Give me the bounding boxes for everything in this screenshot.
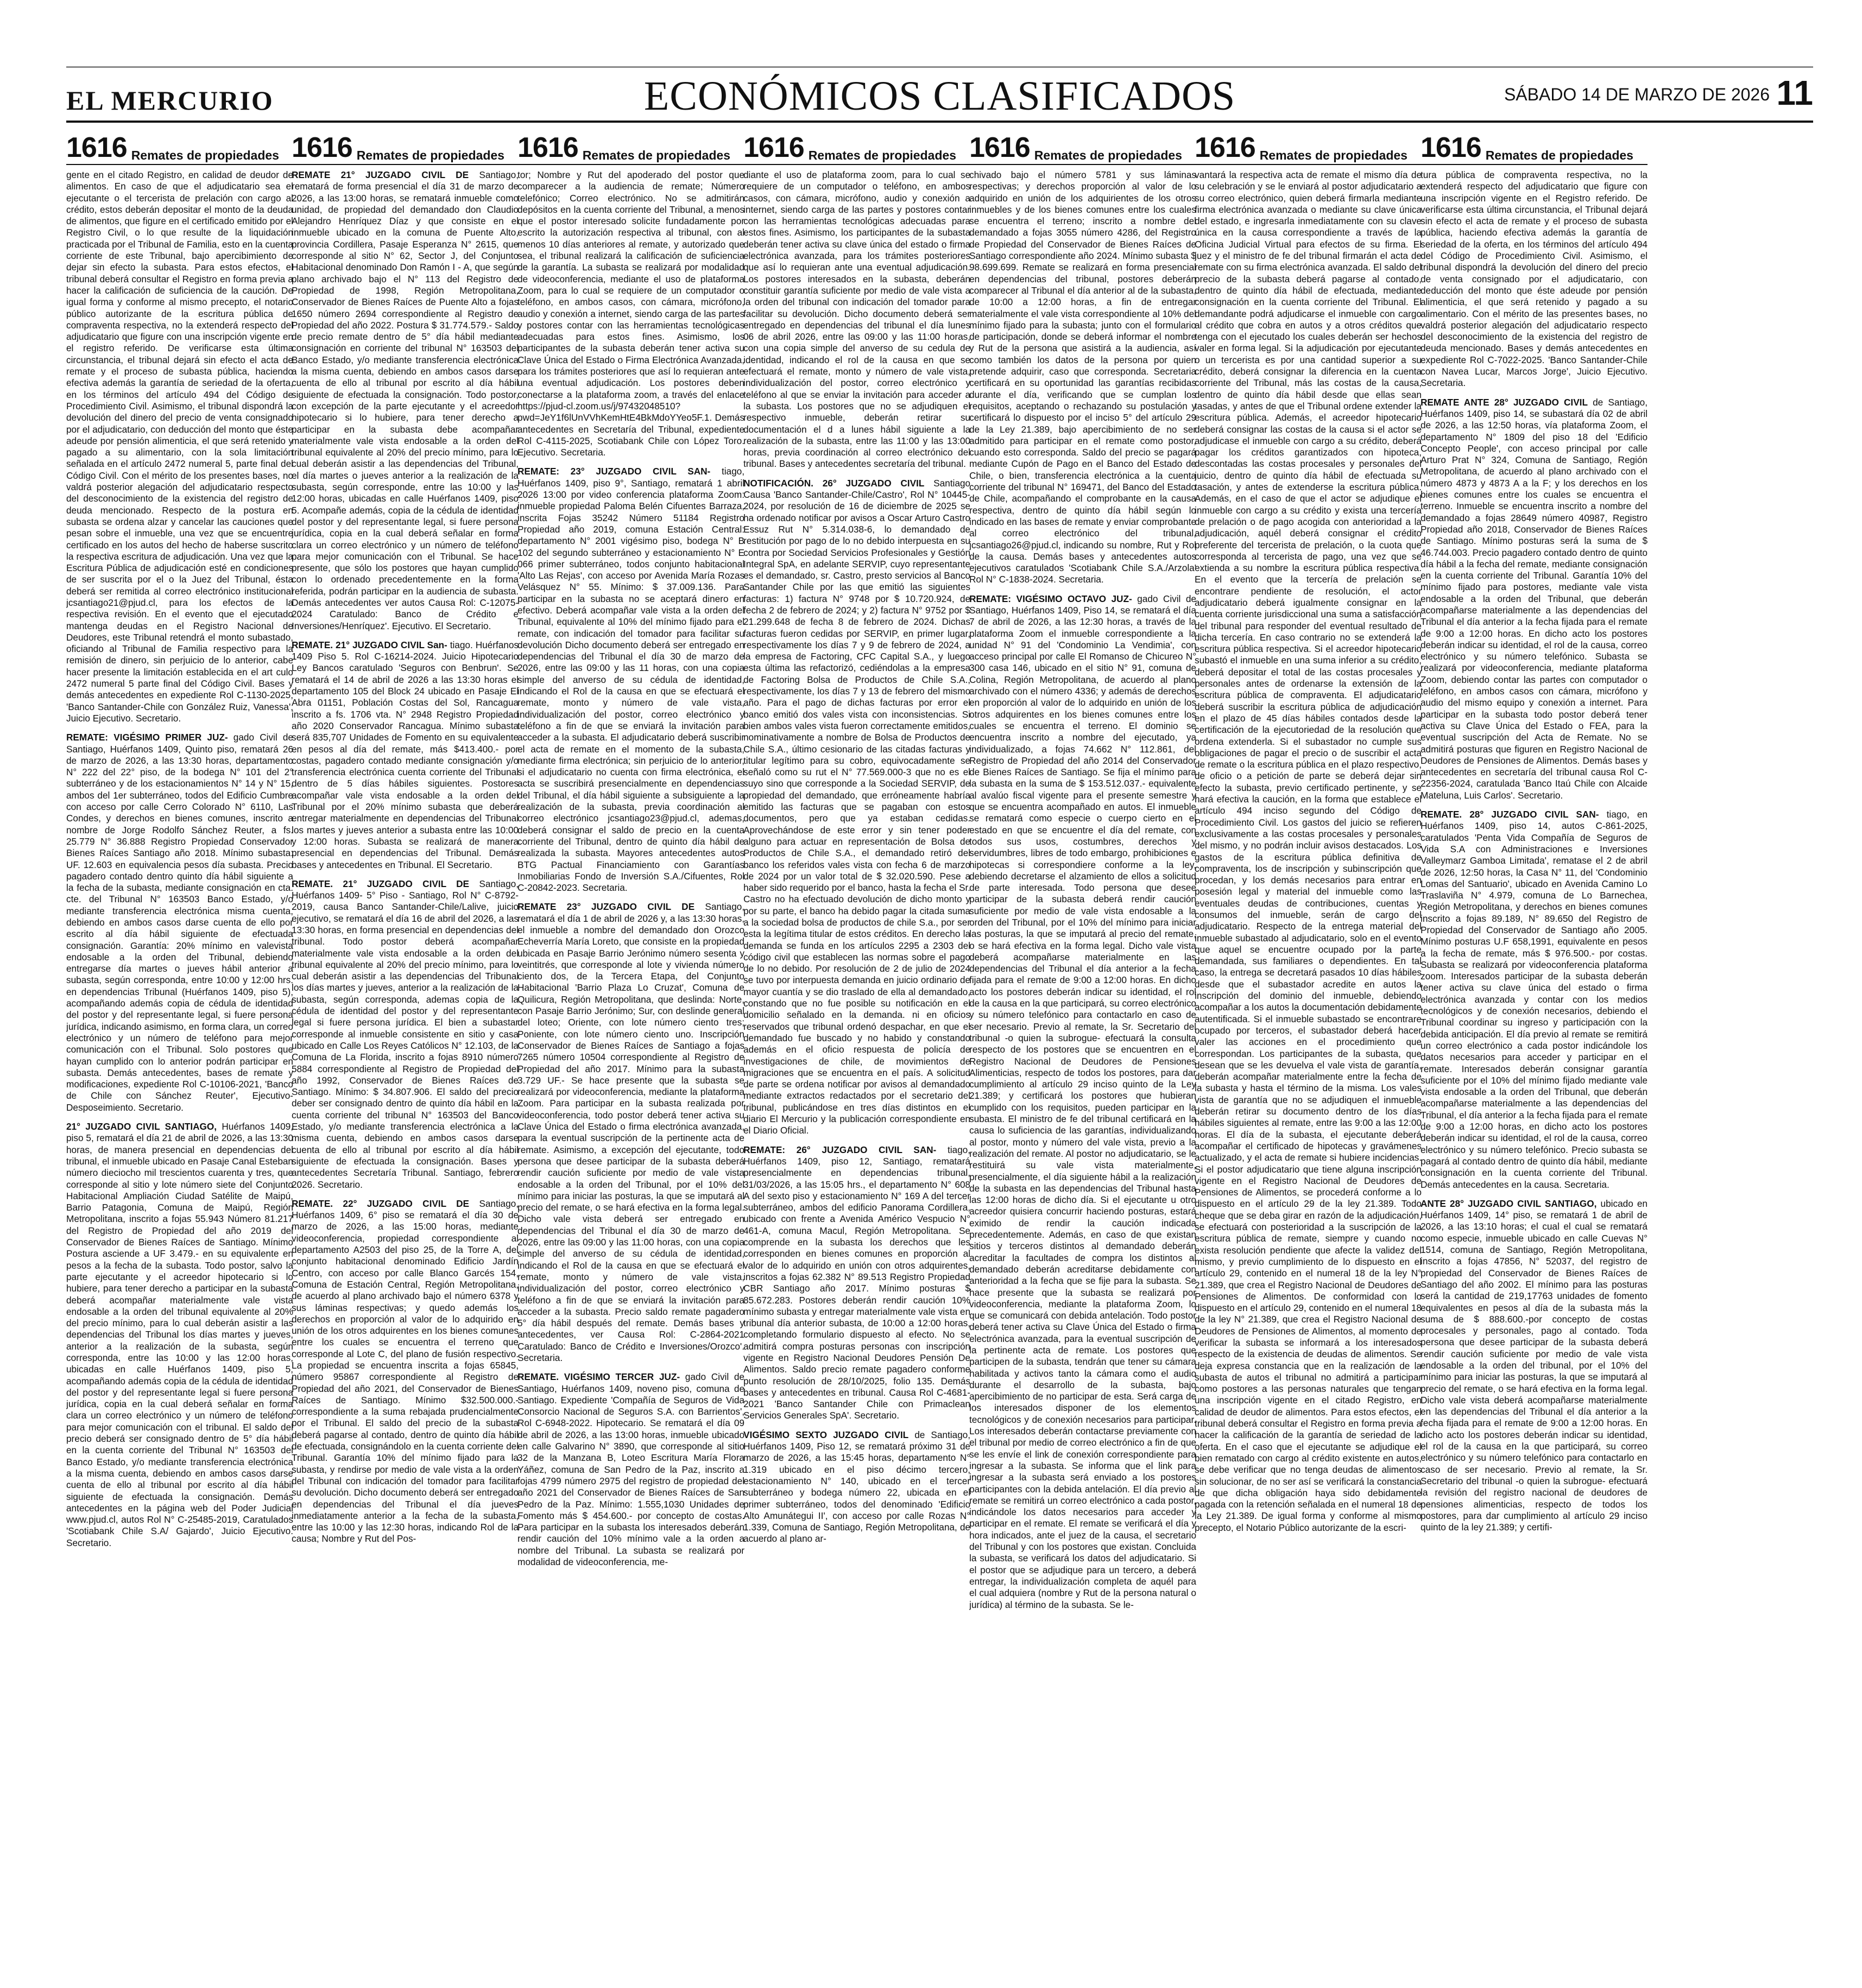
notice (66, 1121, 293, 1549)
notice-text: tiago, Huérfanos 1409, piso 12, Santiago, rematará presencialmente en dependencias tribunal, 31/03/2026, a las 15:05 hrs., el departamento N° 608 A del sexto piso y estacionamiento N° 169 A del tercer subterráneo, ambos del edificio Panorama Cordillera, ubicado con frente a Avenida Américo Vespucio N° 461-A, comuna Macul, Región Metropolitana. Se comprende en la subasta los derechos que les corresponden en bienes comunes en proporción al valor de lo adquirido en unión con otros adquirentes, inscritos a fojas 62.382 N° 89.513 Registro Propiedad CBR Santiago año 2017. Mínimo posturas $ 85.672.283. Postores deberán rendir caución 10% mínimo subasta y entregar materialmente vale vista en tribunal día anterior subasta, de 10:00 a 12:00 horas, completando formulario dispuesto al efecto. No se admitirá compra posturas personas con inscripción vigente en Registro Nacional Deudores Pensión De Alimentos. Saldo precio remate pagadero conforme punto resolución de 28/10/2025, folio 135. Demás bases y antecedentes en tribunal. Causa Rol C-4681-2021 'Banco Santander Chile con Primaclean Servicios Generales SpA'. Secretario. (743, 1144, 970, 1421)
notice-lead: REMATE. 21° JUZGADO CIVIL San- (292, 639, 447, 650)
notice-text: vantará la respectiva acta de remate el mismo día de su celebración y se le enviará al postor adjudicatario a su correo electrónico, quien deberá firmarla mediante firma electrónica avanzada o mediante su clave única del estado, e ingresarla inmediatamente con su clave única en la causa correspondiente a través de la Oficina Judicial Virtual para efectos de su firma. El juez y el ministro de fe del tribunal firmarán el acta de remate con su firma electrónica avanzada. El saldo del precio de la subasta deberá pagarse al contado, dentro de quinto día hábil de efectuada, mediante consignación en la cuenta corriente del Tribunal. El demandante podrá adjudicarse el inmueble con cargo al crédito que cobra en autos y a otros créditos que tenga con el ejecutado los cuales deberán ser hechos valer en forma legal. Si la adjudicación por ejecutante o un tercerista es por una cantidad superior a su crédito, deberá consignar la diferencia en la cuenta corriente del Tribunal, más las costas de la causa, dentro de quinto día hábil desde que ellas sean tasadas, y antes de que el Tribunal ordene extender la escritura pública. Además, el acreedor hipotecario deberá consignar las costas de la causa si el actor se adjudicase el inmueble con cargo a su crédito, deberá pagar los créditos garantizados con hipoteca, descontadas las costas procesales y personales del juicio, dentro de quinto día hábil de efectuada su tasación, y antes de extenderse la escritura pública. Además, en el caso de que el actor se adjudique el inmueble con cargo a su crédito y exista una tercería de prelación o de pago acogida con anterioridad a la adjudicación, aquél deberá consignar el crédito preferente del tercerista de prelación, o la cuota que corresponda al tercerista de pago, una vez que se extienda a su nombre la escritura pública respectiva. En el evento que la tercería de prelación se encontrare pendiente de resolución, el actor adjudicatario deberá igualmente consignar en la cuenta corriente jurisdiccional una suma a satisfacción del tribunal para responder del eventual resultado de dicha tercería. En caso contrario no se extenderá la escritura pública respectiva. Si el acreedor hipotecario subastó el inmueble en una suma inferior a su crédito, deberá depositar el total de las costas procesales y personales antes de ordenarse la extensión de la escritura pública de compraventa. El adjudicatario deberá suscribir la escritura pública de adjudicación en el plazo de 45 días hábiles contados desde la certificación de la ejecutoriedad de la resolución que ordena extenderla. Si el subastador no cumple sus obligaciones de pagar el precio o de suscribir el acta de remate o la escritura pública en el plazo respectivo, de oficio o a petición de parte se deberá dejar sin efecto la subasta, previo certificado pertinente, y se hará efectiva la caución, en la forma que establece el artículo 494 inciso segundo del Código de Procedimiento Civil. Los gastos del juicio se refieren exclusivamente a las costas procesales y personales del mismo, y no podrán incluir avisos destacados. Los gastos de la escritura pública definitiva de compraventa, los de inscripción y subinscripción que procedan, y los demás necesarios para entrar en posesión legal y material del inmueble como las eventuales deudas de contribuciones, cuentas y consumos del inmueble, serán de cargo del adjudicatario. Respecto de la entrega material del inmueble subastado al adjudicatario, solo en el evento que aquel se encuentre ocupado por la parte demandada, sus familiares o dependientes. En tal caso, la entrega se decretará pasados 10 días hábiles desde que el subastador acredite en autos la inscripción del dominio del inmueble, debiendo acompañar a los autos la documentación debidamente autentificada. Si el inmueble subastado se encontrare ocupado por terceros, el subastador deberá hacer valer las acciones en el procedimiento que correspondan. Los participantes de la subasta, que desean que se les devuelva el vale vista de garantía, deberán acompañar materialmente entre la fecha de la subasta y hasta el término de la misma. Los vales vista de garantía que no se adjudiquen el inmueble deberán retirar su documento dentro de los días hábiles siguientes al remate, entre las 9:00 a las 12:00 horas. El día de la subasta, el ejecutante deberá acompañar el certificado de hipotecas y gravámenes actualizado, y el acta de remate si hubiere incidencias. Si el postor adjudicatario que tiene alguna inscripción vigente en el Registro Nacional de Deudores de Pensiones de Alimentos, se procederá conforme a lo dispuesto en el artículo 29 de la ley 21.389. Todo cheque que se deba girar en razón de la adjudicación, se efectuará con posterioridad a la suscripción de la escritura pública de remate, siempre y cuando no exista resolución pendiente que afecte la validez del mismo, y previo cumplimiento de lo dispuesto en el artículo 29, contenido en el numeral 18 de la ley N° 21.389, que crea el Registro Nacional de Deudores de Pensiones de Alimentos. De conformidad con lo dispuesto en el artículo 29, contenido en el numeral 18 de la ley N° 21.389, que crea el Registro Nacional de Deudores de Pensiones de Alimentos, al momento de verificar la subasta se informará a los interesados respecto de la existencia de deudas de alimentos. Se deja expresa constancia que en la realización de la subasta de autos el tribunal no admitirá a participar como postores a las personas naturales que tengan una inscripción vigente en el citado Registro, en calidad de deudor de alimentos. Para estos efectos, el tribunal deberá consultar el Registro en forma previa a hacer la calificación de la garantía de seriedad de la oferta. En el caso que el ejecutante se adjudique el bien rematado con cargo al crédito existente en autos, se debe verificar que no tenga deudas de alimentos sin solucionar, de no ser así se verificará la constancia de que dicha obligación haya sido debidamente pagada con la retención señalada en el numeral 18 de la Ley 21.389. De igual forma y conforme al mismo precepto, el Notario Público autorizante de la escri- (1195, 169, 1422, 1533)
section-title: ECONÓMICOS CLASIFICADOS (643, 73, 1236, 119)
notice (292, 1198, 519, 1545)
column-header (517, 128, 744, 165)
classified-column (1421, 128, 1648, 1968)
notice-text: chivado bajo el número 5781 y sus láminas respectivas; y derechos proporción al valor de lo adquirido en unión de los adquirientes de los otros inmuebles y de los bienes comunes entre los cuales se encuentra el terreno; inscrito a nombre del demandado a fojas 3055 número 4286, del Registro de Propiedad del Conservador de Bienes Raíces de Santiago correspondiente año 2024. Mínimo subasta $ 98.699.699. Remate se realizará en forma presencial en dependencias del tribunal, postores deberán comparecer al Tribunal el día anterior al de la subasta, de 10:00 a 12:00 horas, a fin de entregar materialmente el vale vista correspondiente al 10% del mínimo fijado para la subasta; junto con el formulario de participación, donde se deberá informar el nombre y Rut de la persona que asistirá a la audiencia, así como también los datos de la persona por quien pretende adquirir, caso que corresponda. Secretaria certificará en su oportunidad las garantías recibidas durante el día, verificando que se cumplan los requisitos, aceptando o rechazando su postulación y certificará lo dispuesto por el inciso 5° del artículo 29 de la Ley 21.389, bajo apercibimiento de no ser admitido para participar en el remate como postor, cuando esto corresponda. Saldo del precio se pagará mediante Cupón de Pago en el Banco del Estado de Chile, o bien, transferencia electrónica a la cuenta corriente del tribunal N° 169471, del Banco del Estado de Chile, acompañando el comprobante en la causa respectiva, dentro de quinto día hábil según lo indicado en las bases de remate y enviar comprobante al correo electrónico del tribunal, jcsantiago26@pjud.cl, indicando su nombre, Rut y Rol de la causa. Demás bases y antecedentes autos ejecutivos caratulados 'Scotiabank Chile S.A./Arzola' Rol N° C-1838-2024. Secretaria. (969, 169, 1196, 585)
category-label: Remates de propiedades (1034, 148, 1182, 162)
notice-text: diante el uso de plataforma zoom, para lo cual se requiere de un computador o teléfono, en ambos casos, con cámara, micrófono, audio y conexión a internet, siendo carga de las partes y postores contar con las herramientas tecnológicas adecuadas para estos fines. Asimismo, los participantes de la subasta deberán tener activa su clave única del estado o firma electrónica avanzada, para los trámites posteriores que así lo requieran ante una eventual adjudicación. Los postores interesados en la subasta, deberán constituir garantía suficiente por medio de vale vista a la orden del tribunal con indicación del tomador para facilitar su devolución. Dicho documento deberá ser entregado en dependencias del tribunal el día lunes 06 de abril 2026, entre las 09:00 y las 11:00 horas, con una copia simple del anverso de su cedula de identidad, indicando el rol de la causa en que se efectuará el remate, monto y número de vale vista, individualización del postor, correo electrónico y teléfono al que se enviar la invitación para acceder a la subasta. Los postores que no se adjudiquen el respectivo inmueble, deberán retirar su documentación el d a lunes hábil siguiente a la realización de la subasta, entre las 11:00 y las 13:00 horas, previa coordinación al correo electrónico del tribunal. Bases y antecedentes secretaría del tribunal. (743, 169, 970, 470)
classified-column (1195, 128, 1422, 1968)
notice-text: Santiago, rematará el día 1 de abril de 2026 y, a las 13:30 horas, el inmueble a nombre del demandado don Orozco Echeverría María Loreto, que consiste en la propiedad ubicada en Pasaje Barrio Jerónimo número sesenta y veintitrés, que corresponde al lote y vivienda número ciento dos, de la Tercera Etapa, del Conjunto Habitacional 'Barrio Plaza Lo Cruzat', Comuna de Quilicura, Región Metropolitana, que deslinda: Norte, con Pasaje Barrio Jerónimo; Sur, con deslinde general del loteo; Oriente, con lote número ciento tres; Poniente, con lote número ciento uno. Inscripción Conservador de Bienes Raíces de Santiago a fojas 7265 número 10504 correspondiente al Registro de Propiedad del año 2017. Mínimo para la subasta 3.729 UF.- Se hace presente que la subasta se realizará por videoconferencia, mediante la plataforma Zoom. Para participar en la subasta realizada por videoconferencia, todo postor deberá tener activa su Clave Única del Estado o firma electrónica avanzada, para la eventual suscripción de la pertinente acta de remate. Asimismo, a excepción del ejecutante, todo persona que desee participar de la subasta deberá rendir caución suficiente por medio de vale vista endosable a la orden del Tribunal, por el 10% del mínimo para iniciar las posturas, la que se imputará al precio del remate, o se hará efectiva en la forma legal. Dicho vale vista deberá ser entregado en dependencias del Tribunal el día 30 de marzo de 2026, entre las 09:00 y las 11:00 horas, con una copia simple del anverso de su cédula de identidad, indicando el Rol de la causa en que se efectuará el remate, monto y número de vale vista, individualización del postor, correo electrónico y teléfono a fin de que se enviará la invitación para acceder a la subasta. Precio saldo remate pagadero 5° día hábil después del remate. Demás bases y antecedentes, ver Causa Rol: C-2864-2021 Caratulado: Banco de Crédito e Inversiones/Orozco'. Secretaria. (517, 901, 744, 1363)
notice (1421, 809, 1648, 1191)
column-body (743, 169, 970, 1545)
column-body (969, 169, 1196, 1611)
page-number: 11 (1776, 73, 1813, 112)
notice (517, 1371, 744, 1568)
issue-date: SÁBADO 14 DE MARZO DE 2026 (1504, 85, 1770, 104)
top-rule (66, 66, 1813, 68)
notice (66, 169, 293, 724)
category-code: 1616 (969, 132, 1030, 163)
notice-lead: 21° JUZGADO CIVIL SANTIAGO, (66, 1121, 217, 1132)
category-label: Remates de propiedades (808, 148, 956, 162)
column-header (743, 128, 970, 165)
masthead-rule (66, 121, 1813, 123)
category-code: 1616 (1195, 132, 1255, 163)
notice-lead: REMATE. 28° JUZGADO CIVIL SAN- (1421, 809, 1599, 820)
category-label: Remates de propiedades (1259, 148, 1407, 162)
category-code: 1616 (743, 132, 804, 163)
masthead (66, 69, 1813, 119)
notice (292, 169, 519, 632)
category-label: Remates de propiedades (356, 148, 504, 162)
notice (292, 878, 519, 1191)
notice (969, 169, 1196, 586)
notice-lead: REMATE. 22° JUZGADO CIVIL DE (292, 1198, 469, 1209)
notice-text: Santiago, rematará de forma presencial el día 31 de marzo de 2026, a las 13:00 horas, se rematará inmueble como unidad, de propiedad del demandado don Claudio Alejandro Henríquez Díaz y que consiste en el inmueble ubicado en la comuna de Puente Alto, provincia Cordillera, Pasaje Esperanza N° 2615, que corresponde al sitio N° 62, Sector J, del Conjunto Habitacional denominado Don Ramón I - A, que según plano archivado bajo el N° 113 del Registro de Propiedad de 1998, Región Metropolitana, Conservador de Bienes Raíces de Puente Alto a fojas 1650 número 2694 correspondiente al Registro de Propiedad del año 2022. Postura $ 31.774.579.- Saldo de precio remate dentro de 5° día hábil mediante consignación en corriente del tribunal N° 163503 del Banco Estado, y/o mediante transferencia electrónica a la misma cuenta, debiendo en ambos casos darse cuenta de ello al tribunal por escrito al día hábil siguiente de efectuada la consignación. Todo postor, con excepción de la parte ejecutante y el acreedor hipotecario si lo hubiere, para tener derecho a participar en la subasta debe acompañar materialmente vale vista endosable a la orden del tribunal equivalente al 20% del precio mínimo, para lo cual deberán asistir a las dependencias del Tribunal, el día martes o jueves anterior a la realización de la subasta, según corresponde, entre las 10:00 y las 12:00 horas, ubicadas en calle Huérfanos 1409, piso 5. Acompañe además, copia de la cédula de identidad del postor y del representante legal, si fuere persona jurídica, copia en la cual deberá señalar en forma clara un correo electrónico y un número de teléfono para mejor comunicación con el Tribunal. Se hace presente, que sólo los postores que hayan cumplido con lo ordenado precedentemente en la forma referida, podrán participar en la audiencia de subasta. Demás antecedentes ver autos Causa Rol: C-12075-2024 Caratulado: Banco de Crédito e Inversiones/Henríquez'. Ejecutivo. El Secretario. (292, 169, 519, 631)
notice-lead: VIGÉSIMO SEXTO JUZGADO CIVIL (743, 1429, 909, 1440)
notice-text: gado Civil de Santiago, Huérfanos 1409, Piso 14, se rematará el día 7 de abril de 2026, a las 12:30 horas, a través de la plataforma Zoom el inmueble correspondiente a la unidad N° 91 del 'Condominio La Vendimia', con acceso principal por calle El Romanso de Chicureo N° 300 casa 146, ubicado en el sitio N° 91, comuna de Colina, Región Metropolitana, de acuerdo al plano archivado con el número 4336; y además de derechos en proporción al valor de lo adquirido en unión de los otros adquirentes en los bienes comunes entre los cuales se encuentra el terreno. El dominio se encuentra inscrito a nombre del ejecutado, ya individualizado, a fojas 74.662 N° 112.861, del Registro de Propiedad del año 2014 del Conservador de Bienes Raíces de Santiago. Se fija el mínimo para la subasta en la suma de $ 153.512.037.- equivalente al avalúo fiscal vigente para el presente semestre y que se encuentra acompañado en autos. El inmueble se rematará como especie o cuerpo cierto en el estado en que se encuentre el día del remate, con todos sus usos, costumbres, derechos y servidumbres, libres de todo embargo, prohibiciones e hipotecas si correspondiere conforme a la ley, debiendo decretarse el alzamiento de ellos a solicitud de parte interesada. Todo persona que desee participar de la subasta deberá rendir caución suficiente por medio de vale vista endosable a la orden del Tribunal, por el 10% del mínimo para iniciar las posturas, la que se imputará al precio del remate, o se hará efectiva en la forma legal. Dicho vale vista deberá acompañarse materialmente en las dependencias del Tribunal el día anterior a la fecha fijada para el remate de 9:00 a 12:00 horas. En dicho acto los postores deberán indicar su identidad, el rol de la causa en la que participará, su correo electrónico y su número telefónico para contactarlo en caso de ser necesario. Previo al remate, la Sr. Secretario del tribunal -o quien la subrogue- efectuará la consulta respecto de los postores que se encuentren en el Registro Nacional de Deudores de Pensiones Alimenticias, respecto de todos los postores, para dar cumplimiento al artículo 29 inciso quinto de la Ley 21.389; y certificará los postores que hubieran cumplido con los requisitos, pueden participar en la subasta. El ministro de fe del tribunal certificará en la causa lo suficiencia de las garantías, individualizando al postor, monto y número del vale vista, previo a la realización del remate. Al postor no adjudicatario, se le restituirá su vale vista materialmente, presencialmente, el día siguiente hábil a la realización de la subasta en las dependencias del Tribunal hasta las 12:00 horas de dicho día. Si el ejecutante u otro acreedor quisiera concurrir haciendo posturas, estará eximido de rendir la caución indicada precedentemente. Además, en caso de que existan sitios y terceros distintos al demandado deberán acreditar la facultades de compra los distintos al demandado deberán acreditarse debidamente con anterioridad a la fecha que se fije para la subasta. Se hace presente que la subasta se realizará por videoconferencia, mediante la plataforma Zoom, lo que se comunicará con debida antelación. Todo postor deberá tener activa su Clave Única del Estado o firma electrónica avanzada, para la eventual suscripción de la pertinente acta de remate. Los postores que participen de la subasta, tendrán que tener su cámara habilitada y activos tanto la cámara como el audio durante el desarrollo de la subasta, bajo apercibimiento de no participar de esta. Será carga de los interesados disponer de los elementos tecnológicos y de conexión necesarios para participar. Los interesados deberán contactarse previamente con el tribunal por medio de correo electrónico a fin de que se les envíe el link de conexión correspondiente para ingresar a la subasta. Se informa que el link para ingresar a la subasta será enviado a los postores participantes con la debida antelación. El día previo al remate se remitirá un correo electrónico a cada postor, indicándole los datos necesarios para acceder y participar en el remate. El remate se verificará el día y hora indicados, ante el juez de la causa, el secretario del Tribunal y con los postores que existan. Concluida la subasta, se verificará los datos del adjudicatario. Si el postor que se adjudique para un tercero, a deberá entregar, la individualización completa de aquél para el cual adquiera (nombre y Rut de la persona natural o jurídica) al término de la subasta. Se le- (969, 593, 1196, 1610)
notice (743, 169, 970, 470)
notice (1195, 169, 1422, 1534)
notice (66, 732, 293, 1113)
category-code: 1616 (1421, 132, 1481, 163)
category-code: 1616 (517, 132, 578, 163)
column-header (969, 128, 1196, 165)
category-code: 1616 (292, 132, 352, 163)
newspaper-brand: EL MERCURIO (66, 85, 274, 116)
notice-lead: REMATE. 21° JUZGADO CIVIL DE (292, 878, 469, 889)
category-label: Remates de propiedades (582, 148, 730, 162)
category-code: 1616 (66, 132, 127, 163)
classified-column (969, 128, 1196, 1968)
notice (1421, 1198, 1648, 1534)
column-header (1195, 128, 1422, 165)
notice (969, 593, 1196, 1611)
notice (743, 478, 970, 1137)
notice-lead: REMATE: VIGÉSIMO OCTAVO JUZ- (969, 593, 1132, 604)
notice (517, 169, 744, 458)
notice-text: tura pública de compraventa respectiva, no la extenderá respecto del adjudicatario que figure con una inscripción vigente en el Registro referido. De verificarse esta última circunstancia, el Tribunal dejará sin efecto el acta de remate y el proceso de subasta pública, haciendo efectiva además la garantía de seriedad de la oferta, en los términos del artículo 494 del Código de Procedimiento Civil. Asimismo, el tribunal dispondrá la devolución del dinero del precio de venta consignado por el adjudicatario, con deducción del monto que éste adeude por pensión alimenticia, el que será retenido y pagado a su alimentario. Con el mérito de las presentes bases, no valdrá posterior alegación del adjudicatario respecto del desconocimiento de la existencia del registro de deuda mencionado. Bases y demás antecedentes en expediente Rol C-7022-2025. 'Banco Santander-Chile con Navea Lucar, Marcos Jorge', Juicio Ejecutivo. Secretaria. (1421, 169, 1648, 389)
classified-column (743, 128, 970, 1968)
category-label: Remates de propiedades (1485, 148, 1633, 162)
column-body (66, 169, 293, 1549)
notice-text: de Santiago, Huérfanos 1409, piso 14, se subastará día 02 de abril de 2026, a las 12:50 horas, vía plataforma Zoom, el departamento N° 1809 del piso 18 del 'Edificio Concepto People', con acceso principal por calle Arturo Prat N° 324, Comuna de Santiago, Región Metropolitana, de acuerdo al plano archivado con el número 4873 y 4873 A a la F; y los derechos en los bienes comunes entre los cuales se encuentra el terreno. Inmueble se encuentra inscrito a nombre del demandado a fojas 28649 número 40987, Registro Propiedad año 2018, Conservador de Bienes Raíces de Santiago. Mínimo posturas será la suma de $ 46.744.003. Precio pagadero contado dentro de quinto día hábil a la fecha del remate, mediante consignación en la cuenta corriente del Tribunal. Garantía 10% del mínimo fijado para postores, mediante vale vista endosable a la orden del Tribunal, que deberán acompañarse materialmente a las dependencias del Tribunal el día anterior a la fecha fijada para el remate de 9:00 a 12:00 horas. En dicho acto los postores deberán indicar su identidad, el rol de la causa, correo electrónico y su número telefónico. Subasta se realizará por videoconferencia, mediante plataforma Zoom, debiendo contar las partes con computador o teléfono, en ambos casos con cámara, micrófono y audio del mismo equipo y conexión a internet. Para participar en la subasta todo postor deberá tener activa su Clave Única del Estado o FEA, para la eventual suscripción del Acta de Remate. No se admitirá posturas que figuren en Registro Nacional de Deudores de Pensiones de Alimentos. Demás bases y antecedentes en secretaría del tribunal causa Rol C-22356-2024, caratulada 'Banco Itaú Chile con Alcaide Mateluna, Luis Carlos'. Secretario. (1421, 396, 1648, 801)
notice-lead: REMATE: VIGÉSIMO PRIMER JUZ- (66, 732, 228, 743)
column-body (1195, 169, 1422, 1534)
notice-text: gado Civil de Santiago, Huérfanos 1409, noveno piso, comuna de Santiago. Expediente 'Compañía de Seguros de Vida Consorcio Nacional de Seguros S.A. con Barrientos', Rol C-6948-2022. Hipotecario. Se rematará el día 09 de abril de 2026, a las 13:00 horas, inmueble ubicado en calle Galvarino N° 3890, que corresponde al sitio 32 de la Manzana B, Loteo Escritura María Flora Yáñez, comuna de San Pedro de la Paz, inscrito a fojas 4799 número 2975 del registro de propiedad del año 2021 del Conservador de Bienes Raíces de San Pedro de la Paz. Mínimo: 1.555,1030 Unidades de Fomento más $ 454.600.- por concepto de costas. Para participar en la subasta los interesados deberán rendir caución del 10% mínimo vale a la orden a nombre del Tribunal. La subasta se realizará por modalidad de videoconferencia, me- (517, 1371, 744, 1568)
column-header (292, 128, 519, 165)
column-body (517, 169, 744, 1568)
notice-lead: ANTE 28° JUZGADO CIVIL SANTIAGO, (1421, 1198, 1597, 1209)
notice-lead: REMATE 23° JUZGADO CIVIL DE (517, 901, 695, 913)
notice-text: tiago, Huérfanos 1409, piso 9°, Santiago, rematará 1 abril 2026 13:00 por video conferencia plataforma Zoom: inmueble propiedad Paloma Belén Cifuentes Barraza, inscrita Fojas 35242 Número 51184 Registro Propiedad año 2019, comuna Estación Central: departamento N° 2001 vigésimo piso, bodega N° B 102 del segundo subterráneo y estacionamiento N° E 066 primer subterráneo, todos conjunto habitacional 'Alto Las Rejas', con acceso por Avenida María Rozas Velásquez N° 55. Mínimo: $ 37.009.136. Para participar en la subasta no se aceptará dinero en efectivo. Deberá acompañar vale vista a la orden del Tribunal, equivalente al 10% del mínimo fijado para el remate, con indicación del tomador para facilitar su devolución Dicho documento deberá ser entregado en dependencias del Tribunal el día 30 de marzo de 2026, entre las 09:00 y las 11 horas, con una copia simple del anverso de su cédula de identidad, indicando el Rol de la causa en que se efectuará el remate, monto y número de vale vista, individualización del postor, correo electrónico y teléfono a fin de que se enviará la invitación para acceder a la subasta. El adjudicatario deberá suscribir el acta de remate en el momento de la subasta, mediante firma electrónica; sin perjuicio de lo anterior, si el adjudicatario no cuenta con firma electrónica, el acta se suscribirá presencialmente en dependencias del Tribunal, el día hábil siguiente a subsiguiente a la realización de la subasta, previa coordinación al correo electrónico jcsantiago23@pjud.cl, ademas, deberá consignar el saldo de precio en la cuenta corriente del Tribunal, dentro de quinto día hábil de realizada la subasta. Mayores antecedentes autos BTG Pactual Financiamiento con Garantías Inmobiliarias Fondo de Inversión S.A./Cifuentes, Rol C-20842-2023. Secretaria. (517, 466, 744, 894)
notice-text: gado Civil de Santiago, Huérfanos 1409, Quinto piso, rematará 26 de marzo de 2026, a las 13:30 horas, departamento N° 222 del 22° piso, de la bodega N° 101 del 2° subterráneo y de los estacionamientos N° 14 y N° 15, ambos del 1er subterráneo, todos del Edificio Cumbre con acceso por calle Cerro Colorado N° 6110, Las Condes, y derechos en bienes comunes, inscrito a nombre de Jorge Rodolfo Sánchez Reuter, a fs. 25.779 N° 36.888 Registro Propiedad Conservador Bienes Raíces Santiago año 2018. Mínimo subasta: UF. 12.603 en equivalencia pesos día subasta. Precio pagadero contado dentro quinto día hábil siguiente a la fecha de la subasta, mediante consignación en cta. cte. del Tribunal N° 163503 Banco Estado, y/o mediante transferencia electrónica misma cuenta, debiendo en ambos casos darse cuenta de ello por escrito al día hábil siguiente de efectuada consignación. Garantía: 20% mínimo en valevista endosable a la orden del Tribunal, debiendo entregarse día martes o jueves hábil anterior a subasta, según corresponda, entre 10:00 y 12:00 hrs. en dependencias Tribunal (Huérfanos 1409, piso 5), acompañando además copia de cédula de identidad del postor y del representante legal, si fuere persona jurídica, indicando asimismo, en forma clara, un correo electrónico y un número de teléfono para mejor comunicación con el Tribunal. Solo postores que hayan cumplido con lo anterior podrán participar en subasta. Demás antecedentes, bases de remate y modificaciones, expediente Rol C-10106-2021, 'Banco de Chile con Sánchez Reuter', Ejecutivo-Desposeimiento. Secretario. (66, 732, 293, 1113)
notice-text: Huérfanos 1409, piso 5, rematará el día 21 de abril de 2026, a las 13:30 horas, de manera presencial en dependencias del tribunal, el inmueble ubicado en Pasaje Canal Esteban número dieciocho mil trescientos cuarenta y tres, que corresponde al sitio y lote número siete del Conjunto Habitacional Ampliación Ciudad Satélite de Maipú, Barrio Patagonia, Comuna de Maipú, Región Metropolitana, inscrito a fojas 55.943 Número 81.217 del Registro de Propiedad del año 2019 del Conservador de Bienes Raíces de Santiago. Mínimo Postura asciende a UF 3.479.- en su equivalente en pesos a la fecha de la subasta. Todo postor, salvo la parte ejecutante y el acreedor hipotecario si lo hubiere, para tener derecho a participar en la subasta deberá acompañar materialmente vale vista endosable a la orden del tribunal equivalente al 20% del precio mínimo, para lo cual deberán asistir a las dependencias del Tribunal los días martes y jueves, anterior a la realización de la subasta, según corresponda, entre las 10:00 y las 12:00 horas, ubicadas en calle Huérfanos 1409, piso 5, acompañando además copia de la cédula de identidad del postor y del representante legal si fuere persona jurídica, copia en la cual deberá señalar en forma clara un correo electrónico y un número de teléfono para mejor comunicación con el tribunal. El saldo del precio deberá ser consignado dentro de 5° día hábil en la cuenta corriente del Tribunal N° 163503 del Banco Estado, y/o mediante transferencia electrónica a la misma cuenta, debiendo en ambos casos darse cuenta de ello al tribunal por escrito al día hábil siguiente de efectuada la consignación. Demás antecedentes en la página web del Poder Judicial www.pjud.cl, autos Rol N° C-25485-2019, Caratulados 'Scotiabank Chile S.A/ Gajardo', Juicio Ejecutivo. Secretario. (66, 1121, 293, 1548)
notice-lead: REMATE 21° JUZGADO CIVIL DE (292, 169, 469, 180)
notice (1421, 397, 1648, 801)
column-body (1421, 169, 1648, 1533)
notice-text: Santiago, Huérfanos 1409- 5° Piso - Santiago, Rol N° C-8792-2019, causa Banco Santander-Chile/Lalive, juicio ejecutivo, se rematará el día 16 de abril del 2026, a las 13:30 horas, en forma presencial en dependencias del tribunal. Todo postor deberá acompañar materialmente vale vista endosable a la orden del tribunal equivalente al 20% del precio mínimo, para lo cual deberán asistir a las dependencias del Tribunal los días martes y jueves, anterior a la realización de la subasta, según corresponda, ademas copia de la cédula de identidad del postor y del representante legal si fuere persona jurídica. El bien a subastar corresponde al inmueble consistente en sitio y casa ubicado en Calle Los Reyes Católicos N° 12.103, de la Comuna de La Florida, inscrito a fojas 8910 número 5884 correspondiente al Registro de Propiedad del año 1992, Conservador de Bienes Raíces de Santiago. Mínimo: $ 34.807.906. El saldo del precio deber ser consignado dentro de quinto día hábil en la cuenta corriente del tribunal N° 163503 del Banco Estado, y/o mediante transferencia electrónica a la misma cuenta, debiendo en ambos casos darse cuenta de ello al tribunal por escrito al día hábil siguiente de efectuada la consignación. Bases y antecedentes Secretaría Tribunal. Santiago, febrero 2026. Secretario. (292, 878, 519, 1190)
notice (1421, 169, 1648, 389)
notice-text: de Santiago, Huérfanos 1409, Piso 12, se rematará próximo 31 de marzo de 2026, a las 15:45 horas, departamento N° 1.319 ubicado en el piso décimo tercero, estacionamiento N° 140, ubicado en el tercer subterráneo y bodega número 22, ubicada en el primer subterráneo, todos del denominado 'Edificio Alto Amunátegui II', con acceso por calle Rozas N° 1.339, Comuna de Santiago, Región Metropolitana, de acuerdo al plano ar- (743, 1429, 970, 1544)
notice-text: tiago. Huérfanos 1409 Piso 5. Rol C-16214-2024. Juicio Hipotecario Ley Bancos caratulado 'Seguros con Benbrun'. Se rematará el 14 de abril de 2026 a las 13:30 horas el departamento 105 del Block 24 ubicado en Pasaje El Abra 01151, Población Costas del Sol, Rancagua inscrito a fs. 1706 vta. N° 2948 Registro Propiedad año 2020 Conservador Rancagua. Mínimo subasta será 835,707 Unidades de Fomento en su equivalente en pesos al día del remate, más $413.400.- por costas, pagadero contado mediante consignación y/o transferencia electrónica cuenta corriente del Tribunal dentro de 5 días hábiles siguientes. Postores acompañar vale vista endosable a la orden del Tribunal por el 20% mínimo subasta que deberá entregar materialmente en dependencias del Tribunal los martes y jueves anterior a subasta entre las 10:00 y 12:00 horas. Subasta se realizará de manera presencial en dependencias del Tribunal. Demás bases y antecedentes en Tribunal. El Secretario. (292, 639, 519, 870)
notice (517, 466, 744, 894)
notice-text: ubicado en Huérfanos 1409, 14° piso, se rematará 1 de abril de 2026, a las 13:10 horas; el cual el cual se rematará como especie, inmueble ubicado en calle Cuevas N° 1514, comuna de Santiago, Región Metropolitana, inscrito a fojas 47856, N° 52037, del registro de propiedad del Conservador de Bienes Raíces de Santiago del año 2002. El mínimo para las posturas será la cantidad de 219,17763 unidades de fomento equivalentes en pesos al día de la subasta más la suma de $ 888.600.-por concepto de costas procesales y personales, pago al contado. Toda persona que desee participar de la subasta deberá rendir caución suficiente por medio de vale vista endosable a la orden del tribunal, por el 10% del mínimo para iniciar las posturas, la que se imputará al precio del remate, o se hará efectiva en la forma legal. Dicho vale vista deberá acompañarse materialmente en las dependencias del Tribunal el día anterior a la fecha fijada para el remate de 9:00 a 12:00 horas. En dicho acto los postores deberán indicar su identidad, el rol de la causa en la que participará, su correo electrónico y su número telefónico para contactarlo en caso de ser necesario. Previo al remate, la Sr. Secretario del tribunal -o quien la subrogue- efectuará la revisión del registro nacional de deudores de pensiones alimenticias, respecto de todos los postores, para dar cumplimiento al artículo 29 inciso quinto de la ley 21.389; y certifi- (1421, 1198, 1648, 1533)
classified-column (66, 128, 293, 1968)
notice-lead: REMATE. VIGÉSIMO TERCER JUZ- (517, 1371, 680, 1383)
notice-text: tor; Nombre y Rut del apoderado del postor que comparecer a la audiencia de remate; Número telefónico; Correo electrónico. No se admitirán depósitos en la cuenta corriente del Tribunal, a menos que el postor interesado solicite fundadamente por escrito la autorización respectiva al tribunal, con al menos 10 días anteriores al remate, y autorizado que sea, el tribunal realizará la calificación de suficiencia de la garantía. La subasta se realizará por modalidad de videoconferencia, mediante el uso de plataforma Zoom, para lo cual se requiere de un computador o teléfono, en ambos casos, con cámara, micrófono, audio y conexión a internet, siendo carga de las partes y postores contar con las herramientas tecnológicas adecuadas para estos fines. Asimismo, los participantes de la subasta deberán tener activa su Clave Única del Estado o Firma Electrónica Avanzada, para los trámites posteriores que así lo requieran ante una eventual adjudicación. Los postores deben conectarse a la plataforma zoom, a través del enlace https://pjud-cl.zoom.us/j/97432048510?pwd=JeY1f6lUnVVhKemHtE4BkMdoYYeo5F.1. Demás antecedentes en Secretaría del Tribunal, expediente Rol C-4115-2025, Scotiabank Chile con López Toro. Ejecutivo. Secretaria. (517, 169, 744, 458)
classified-column (517, 128, 744, 1968)
notice (517, 901, 744, 1364)
column-body (292, 169, 519, 1545)
column-header (66, 128, 293, 165)
column-header (1421, 128, 1648, 165)
notice-lead: REMATE ANTE 28° JUZGADO CIVIL (1421, 396, 1588, 408)
category-label: Remates de propiedades (131, 148, 279, 162)
notice (292, 640, 519, 871)
notice (743, 1429, 970, 1545)
notice-lead: NOTIFICACIÓN. 26° JUZGADO CIVIL (743, 477, 925, 489)
notice-text: Santiago, Huérfanos 1409, 6° piso se rematará el día 30 de marzo de 2026, a las 15:00 horas, mediante videoconferencia, propiedad correspondiente al departamento A2503 del piso 25, de la Torre A, del conjunto habitacional denominado Edificio Jardín Centro, con acceso por calle Blanco Garcés 154, Comuna de Estación Central, Región Metropolitana, de acuerdo al plano archivado bajo el número 6378 y sus láminas respectivas; y quedo además los derechos en proporción al valor de lo adquirido en unión de los otros adquirentes en los bienes comunes entre los cuales se encuentra el terreno que corresponde al Lote C, del plano de fusión respectivo. La propiedad se encuentra inscrita a fojas 65845, número 95867 correspondiente al Registro de Propiedad del año 2021, del Conservador de Bienes Raíces de Santiago. Mínimo $32.500.000.- correspondiente a la suma rebajada prudencialmente por el Tribunal. El saldo del precio de la subasta deberá pagarse al contado, dentro de quinto día hábil de efectuada, consignándolo en la cuenta corriente del Tribunal. Garantía 10% del mínimo fijado para la subasta, y rendirse por medio de vale vista a la orden del Tribunal con indicación del tomador para facilitar su devolución. Dicho documento deberá ser entregado en dependencias del Tribunal el día jueves inmediatamente anterior a la fecha de la subasta, entre las 10:00 y las 12:30 horas, indicando Rol de la causa; Nombre y Rut del Pos- (292, 1198, 519, 1544)
notice-text: tiago, en Huérfanos 1409, piso 14, autos C-861-2025, caratulados 'Penta Vida Compañía de Seguros de Vida S.A con Administraciones e Inversiones Valleymarz Gamboa Limitada', rematase el 2 de abril de 2026, 12:50 horas, la Casa N° 11, del 'Condominio Lomas del Santuario', ubicado en Avenida Camino Lo Traslaviña N° 4.979, comuna de Lo Barnechea, Región Metropolitana, y derechos en bienes comunes inscrito a fojas 89.189, N° 89.650 del Registro de Propiedad del Conservador de Santiago año 2005. Mínimo posturas U.F 658,1991, equivalente en pesos a la fecha de remate, más $ 976.500.- por costas. Subasta se realizará por videoconferencia plataforma zoom. Interesados participar de la subasta deberán tener activa su clave única del estado o firma electrónica avanzada y contar con los medios tecnológicos y de conexión necesarios, debiendo el Tribunal coordinar su ingreso y participación con la debida anticipación. El día previo al remate se remitirá un correo electrónico a cada postor indicándole los datos necesarios para acceder y participar en el remate. Interesados deberán consignar garantía suficiente por el 10% del mínimo fijado mediante vale vista endosable a la orden del Tribunal, que deberán acompañarse materialmente a las dependencias del Tribunal, el día anterior a la fecha fijada para el remate de 9:00 a 12:00 horas, en dicho acto los postores deberán indicar su identidad, el rol de la causa, correo electrónico y su número telefónico. Precio subasta se pagará al contado dentro de quinto día hábil, mediante consignación en la cuenta corriente del Tribunal. Demás antecedentes en la causa. Secretaria. (1421, 809, 1648, 1190)
notice-lead: REMATE: 23° JUZGADO CIVIL SAN- (517, 466, 711, 477)
notice-text: Santiago Causa 'Banco Santander-Chile/Castro', Rol N° 10445-2024, por resolución de 16 de diciembre de 2025 se ha ordenado notificar por avisos a Oscar Arturo Castro Essuz Rut N° 5.314.038-6, lo demandado de restitución por pago de lo no debido interpuesta en su contra por Sociedad Servicios Profesionales y Gestión Integral SpA, en adelante SERVIP, cuyo representante es el demandado, sr. Castro, presto servicios al Banco Santander Chile por las que emitió las siguientes facturas: 1) factura N° 9748 por $ 10.720.924, de fecha 2 de febrero de 2024; y 2) factura N° 9752 por $ 21.299.648 de fecha 8 de febrero de 2024. Dichas facturas fueron cedidas por SERVIP, en primer lugar, respectivamente los días 7 y 9 de febrero de 2024, a la empresa de Factoring, CFC Capital S.A., y luego esta última las refactorizó, cediéndolas a la empresa de Factoring Bolsa de Productos de Chile S.A., respectivamente, los días 7 y 13 de febrero del mismo año. Para el pago de dichas facturas por error el banco emitió dos vales vista con inconsistencias. Si bien ambos vales vista fueron correctamente emitidos, nominativamente a nombre de Bolsa de Productos de Chile S.A., último cesionario de las citadas facturas y titular legítimo para su cobro, equivocadamente se señaló como su rut el N° 77.569.000-3 que no es el suyo sino que corresponde a la Sociedad SERVIP, de propiedad del demandado, que erróneamente habría emitido las facturas que se pagaban con estos documentos, pero que ya estaban cedidas. Aprovechándose de este error y sin tener poder alguno para actuar en representación de Bolsa de Productos de Chile S.A., el demandado retiró del banco los referidos vales vista con fecha 6 de marzo de 2024 por un valor total de $ 32.020.590. Pese a haber sido requerido por el banco, hasta la fecha el Sr. Castro no ha efectuado devolución de dicho monto y por su parte, el banco ha debido pagar la citada suma a la sociedad bolsa de productos de chile S.a., por ser esta la legítima titular de estos créditos. En derecho la demanda se funda en los artículos 2295 a 2303 del código civil que establecen las normas sobre el pago de lo no debido. Por resolución de 2 de julio de 2024 se tuvo por interpuesta demanda en juicio ordinario de mayor cuantía y se dio traslado de ella al demandado, constando que no fue posible su notificación en el domicilio señalado en la demanda. ni en oficios reservados que tribunal ordenó despachar, en que el demandado fue buscado y no habido y constando además en el oficio respuesta de policía de investigaciones de chile, de movimientos de migraciones que se encuentra en el país. A solicitud de parte se ordena notificar por avisos al demandado mediante extractos redactados por el secretario del tribunal, publicándose en tres días distintos en el diario El Mercurio y la publicación correspondiente en el Diario Oficial. (743, 477, 970, 1136)
classified-column (292, 128, 519, 1968)
notice-lead: REMATE: 26° JUZGADO CIVIL SAN- (743, 1144, 937, 1155)
notice (743, 1144, 970, 1422)
notice-text: gente en el citado Registro, en calidad de deudor de alimentos. En caso de que el adjudicatario sea el ejecutante o el tercerista de prelación con cargo al crédito, estos deberán depositar el monto de la deuda de alimentos, que figure en el certificado emitido por el Registro Civil, o lo que resulte de la liquidación practicada por el Tribunal de Familia, esto en la cuenta corriente de este Tribunal, bajo apercibimiento de dejar sin efecto la subasta. Para estos efectos, el tribunal deberá consultar el Registro en forma previa a hacer la calificación de suficiencia de la caución. De igual forma y conforme al mismo precepto, el notario público autorizante de la escritura pública de compraventa respectiva, no la extenderá respecto del adjudicatario que figure con una inscripción vigente en el registro referido. De verificarse esta última circunstancia, el tribunal dejará sin efecto el acta de remate y el proceso de subasta pública, haciendo efectiva además la garantía de seriedad de la oferta, en los términos del artículo 494 del Código de Procedimiento Civil. Asimismo, el tribunal dispondrá la devolución del dinero del precio de venta consignado por el adjudicatario, con deducción del monto que éste adeude por pensión alimenticia, el que será retenido y pagado a su alimentario, con la sola limitación señalada en el artículo 2472 numeral 5, parte final del Código Civil. Con el mérito de los presentes bases, no valdrá posterior alegación del adjudicatario respecto del desconocimiento de la existencia del registro de deuda mencionado. Respecto de la postura en subasta se ordena alzar y cancelar las cauciones que pesan sobre el inmueble, una vez que se encuentre certificado en los autos del hecho de haberse suscrito la respectiva escritura de adjudicación. Una vez que la Escritura Pública de adjudicación esté en condiciones de ser suscrita por el o la Juez del Tribunal, ésta deberá ser remitida al correo electrónico institucional jcsantiago21@pjud.cl, para los efectos de la respectiva revisión. En el evento que el ejecutado mantenga deudas en el Registro Nacional de Deudores, este Tribunal retendrá el monto subastado, oficiando al Tribunal de Familia respectivo para la remisión de dinero, sin perjuicio de lo anterior, cabe hacer presente la limitación establecida en el art culo 2472 numeral 5 parte final del Código Civil. Bases y demás antecedentes en expediente Rol C-1130-2025, 'Banco Santander-Chile con González Ruiz, Vanessa', Juicio Ejecutivo. Secretario. (66, 169, 293, 724)
